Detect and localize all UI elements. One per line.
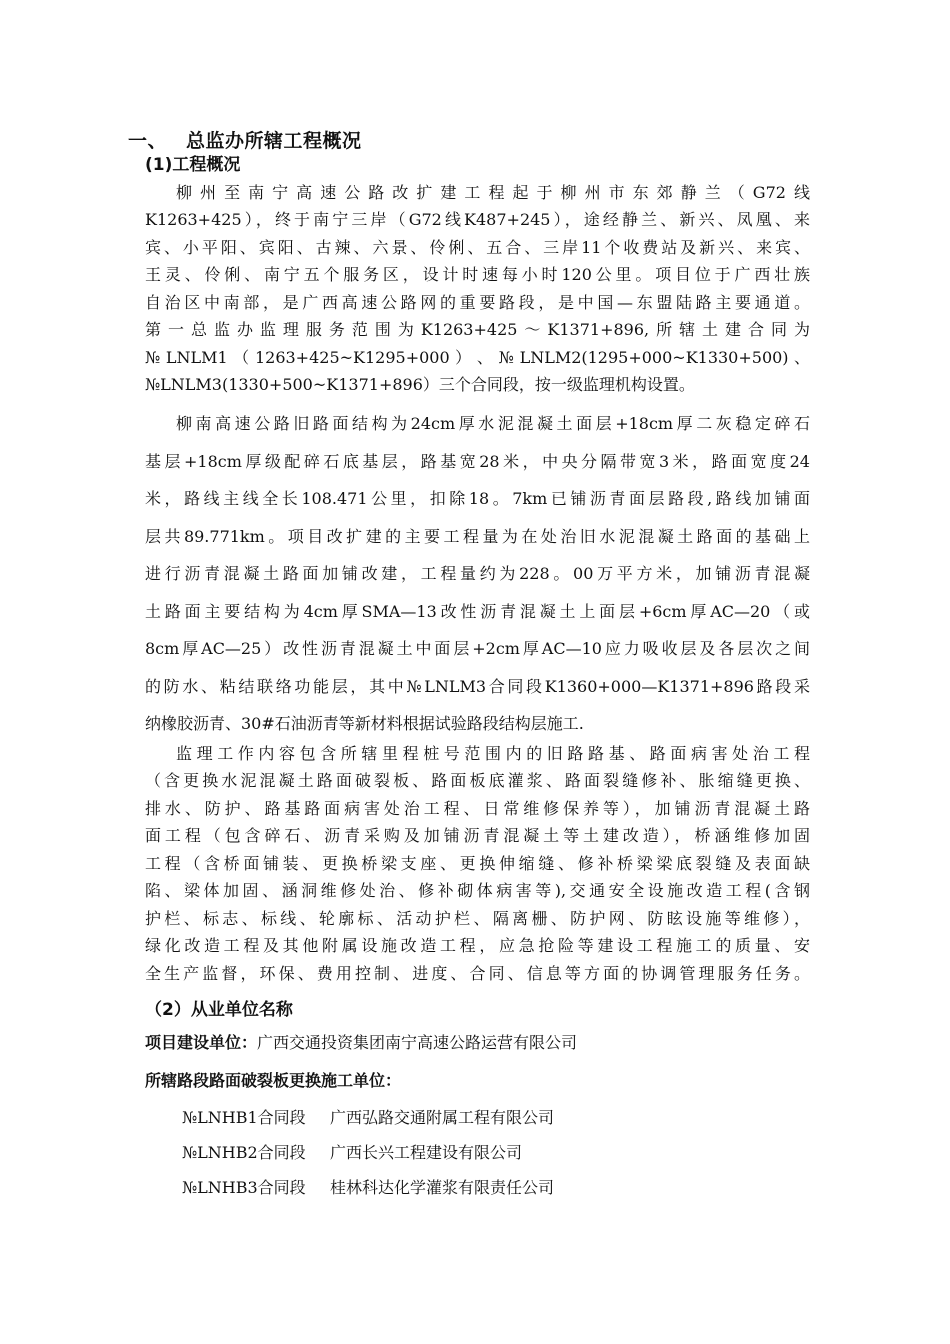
contractor-name: 桂林科达化学灌浆有限责任公司 (330, 1178, 555, 1197)
paragraph-line: 柳州至南宁高速公路改扩建工程起于柳州市东郊静兰（G72线 (176, 183, 810, 202)
paragraph-line: 柳南高速公路旧路面结构为24cm厚水泥混凝土面层+18cm厚二灰稳定碎石 (176, 414, 810, 433)
contractor-row (182, 1105, 554, 1128)
paragraph-line: 8cm厚AC—25）改性沥青混凝土中面层+2cm厚AC—10应力吸收层及各层次之间 (145, 639, 810, 658)
paragraph-line: 第一总监办监理服务范围为K1263+425～K1371+896,所辖土建合同为 (145, 320, 810, 339)
owner-value: 广西交通投资集团南宁高速公路运营有限公司 (257, 1033, 578, 1052)
paragraph-line: 米，路线主线全长108.471公里，扣除18。7km已铺沥青面层路段,路线加铺面 (145, 489, 810, 508)
contractors-heading: 所辖路段路面破裂板更换施工单位： (145, 1071, 402, 1090)
section-number: 一、 (128, 130, 168, 152)
owner-line (145, 1030, 577, 1053)
paragraph-line: 全生产监督，环保、费用控制、进度、合同、信息等方面的协调管理服务任务。 (145, 964, 810, 983)
paragraph-line: 土路面主要结构为4cm厚SMA—13改性沥青混凝土上面层+6cm厚AC—20（或 (145, 602, 810, 621)
paragraph-line: （含更换水泥混凝土路面破裂板、路面板底灌浆、路面裂缝修补、胀缩缝更换、 (145, 771, 810, 790)
contract-code: №LNHB2合同段 (182, 1143, 306, 1162)
owner-label: 项目建设单位： (145, 1033, 258, 1052)
paragraph-line: 工程（含桥面铺装、更换桥梁支座、更换伸缩缝、修补桥梁梁底裂缝及表面缺 (145, 854, 810, 873)
paragraph-line: K1263+425），终于南宁三岸（G72线K487+245），途经静兰、新兴、凤凰、来 (145, 210, 810, 229)
paragraph-line: 面工程（包含碎石、沥青采购及加铺沥青混凝土等土建改造），桥涵维修加固 (145, 826, 810, 845)
contractor-row (182, 1140, 522, 1163)
contractor-row (182, 1175, 554, 1198)
paragraph-line: 层共89.771km。项目改扩建的主要工程量为在处治旧水泥混凝土路面的基础上 (145, 527, 810, 546)
contractor-name: 广西弘路交通附属工程有限公司 (330, 1108, 555, 1127)
contractor-name: 广西长兴工程建设有限公司 (330, 1143, 523, 1162)
paragraph-line: 绿化改造工程及其他附属设施改造工程，应急抢险等建设工程施工的质量、安 (145, 936, 810, 955)
contract-code: №LNHB1合同段 (182, 1108, 306, 1127)
paragraph-line: № LNLM1 （ 1263+425~K1295+000 ） 、 № LNLM2(1295+000~K1330+500) 、 (145, 348, 810, 367)
paragraph-line: 宾、小平阳、宾阳、古辣、六景、伶俐、五合、三岸11个收费站及新兴、来宾、 (145, 238, 810, 257)
paragraph-line: 基层+18cm厚级配碎石底基层，路基宽28米，中央分隔带宽3米，路面宽度24 (145, 452, 810, 471)
paragraph-line: 进行沥青混凝土路面加铺改建，工程量约为228。00万平方米，加铺沥青混凝 (145, 564, 810, 583)
paragraph-line: 监理工作内容包含所辖里程桩号范围内的旧路路基、路面病害处治工程 (176, 744, 810, 763)
paragraph-line: 王灵、伶俐、南宁五个服务区，设计时速每小时120公里。项目位于广西壮族 (145, 265, 810, 284)
paragraph-line: 的防水、粘结联络功能层，其中№LNLM3合同段K1360+000—K1371+896路段采 (145, 677, 810, 696)
paragraph-line: №LNLM3(1330+500~K1371+896）三个合同段，按一级监理机构设置。 (145, 375, 695, 394)
paragraph-line: 排水、防护、路基路面病害处治工程、日常维修保养等），加铺沥青混凝土路 (145, 799, 810, 818)
contract-code: №LNHB3合同段 (182, 1178, 306, 1197)
paragraph-line: 护栏、标志、标线、轮廓标、活动护栏、隔离栅、防护网、防眩设施等维修）， (145, 909, 810, 928)
section-heading (128, 126, 362, 153)
paragraph-line: 纳橡胶沥青、30#石油沥青等新材料根据试验路段结构层施工. (145, 714, 584, 733)
section-title: 总监办所辖工程概况 (186, 130, 362, 152)
paragraph-line: 陷、梁体加固、涵洞维修处治、修补砌体病害等),交通安全设施改造工程(含钢 (145, 881, 810, 900)
paragraph-line: 自治区中南部，是广西高速公路网的重要路段，是中国—东盟陆路主要通道。 (145, 293, 810, 312)
subsection-heading-units: （2）从业单位名称 (145, 1000, 293, 1020)
subsection-heading-overview: (1)工程概况 (145, 155, 241, 175)
